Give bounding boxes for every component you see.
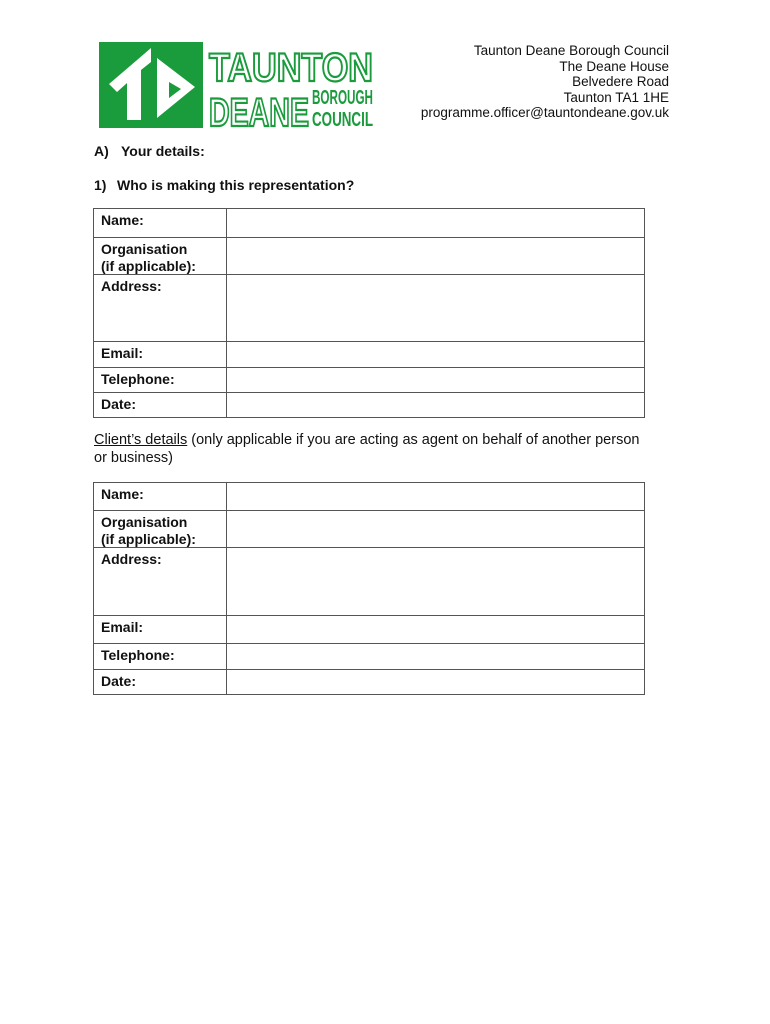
form1-name-label: Name: bbox=[94, 209, 227, 238]
section-a-number: A) bbox=[94, 143, 109, 159]
form1-row-address bbox=[94, 275, 645, 342]
clients-details-heading: Client’s details bbox=[94, 432, 188, 448]
clients-details-intro bbox=[94, 431, 654, 467]
form1-row-telephone bbox=[94, 368, 645, 393]
logo-word-council: COUNCIL bbox=[312, 109, 373, 128]
form1-organisation-label: Organisation (if applicable): bbox=[94, 238, 227, 275]
form1-address-label: Address: bbox=[94, 275, 227, 342]
form2-organisation-field[interactable] bbox=[227, 511, 645, 548]
form1-row-organisation bbox=[94, 238, 645, 275]
address-org: Taunton Deane Borough Council bbox=[473, 43, 669, 58]
section-a-heading bbox=[94, 143, 205, 159]
section-a-title: Your details: bbox=[121, 143, 205, 159]
taunton-deane-logo bbox=[99, 42, 374, 128]
question-1-heading bbox=[94, 177, 354, 193]
logo-word-deane: DEANE bbox=[209, 91, 309, 128]
form2-address-label: Address: bbox=[94, 548, 227, 616]
form1-date-field[interactable] bbox=[227, 393, 645, 418]
form1-row-name bbox=[94, 209, 645, 238]
form1-name-field[interactable] bbox=[227, 209, 645, 238]
address-email: programme.officer@tauntondeane.gov.uk bbox=[420, 105, 669, 121]
form1-organisation-field[interactable] bbox=[227, 238, 645, 275]
clients-details-note: (only applicable if you are acting as agent on behalf of another person or business) bbox=[94, 432, 640, 466]
form2-row-date bbox=[94, 670, 645, 695]
form2-name-field[interactable] bbox=[227, 483, 645, 511]
address-line1: The Deane House bbox=[559, 58, 669, 74]
form1-email-label: Email: bbox=[94, 342, 227, 368]
client-details-table bbox=[93, 482, 645, 695]
form1-email-field[interactable] bbox=[227, 342, 645, 368]
form2-row-email bbox=[94, 616, 645, 644]
form2-date-field[interactable] bbox=[227, 670, 645, 695]
form2-telephone-field[interactable] bbox=[227, 644, 645, 670]
logo-word-borough: BOROUGH bbox=[312, 87, 373, 109]
form2-row-name bbox=[94, 483, 645, 511]
form2-name-label: Name: bbox=[94, 483, 227, 511]
representor-details-table bbox=[93, 208, 645, 418]
form1-row-date bbox=[94, 393, 645, 418]
form2-row-organisation bbox=[94, 511, 645, 548]
form2-email-field[interactable] bbox=[227, 616, 645, 644]
address-line2: Belvedere Road bbox=[572, 74, 669, 90]
logo-word-taunton: TAUNTON bbox=[209, 46, 373, 90]
address-line3: Taunton TA1 1HE bbox=[563, 89, 669, 105]
council-address bbox=[421, 43, 669, 121]
form1-row-email bbox=[94, 342, 645, 368]
form1-address-field[interactable] bbox=[227, 275, 645, 342]
form1-telephone-field[interactable] bbox=[227, 368, 645, 393]
form2-row-telephone bbox=[94, 644, 645, 670]
form2-organisation-label: Organisation (if applicable): bbox=[94, 511, 227, 548]
form1-telephone-label: Telephone: bbox=[94, 368, 227, 393]
form2-telephone-label: Telephone: bbox=[94, 644, 227, 670]
question-1-title: Who is making this representation? bbox=[117, 177, 355, 193]
form2-email-label: Email: bbox=[94, 616, 227, 644]
form2-address-field[interactable] bbox=[227, 548, 645, 616]
question-1-number: 1) bbox=[94, 177, 107, 193]
form2-row-address bbox=[94, 548, 645, 616]
form2-date-label: Date: bbox=[94, 670, 227, 695]
form1-date-label: Date: bbox=[94, 393, 227, 418]
